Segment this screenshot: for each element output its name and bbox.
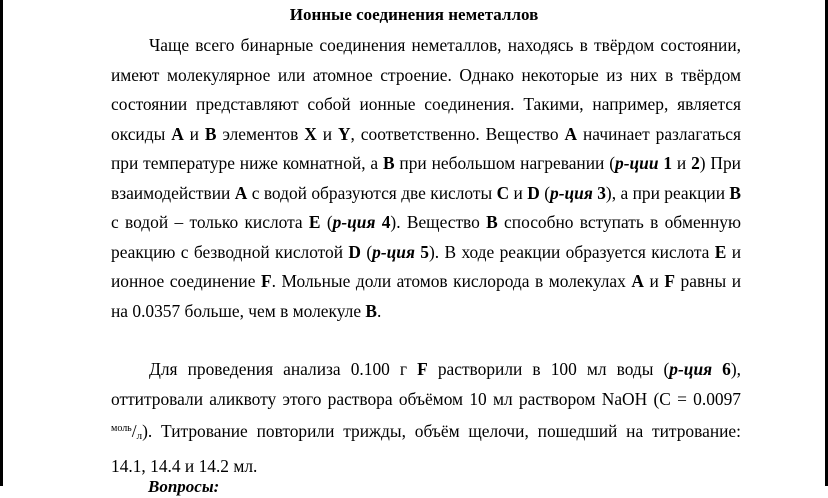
left-edge-border [0, 0, 3, 486]
concentration-unit: $^{моль}$/л [111, 421, 143, 442]
document-title: Ионные соединения неметаллов [289, 5, 539, 24]
questions-heading: Вопросы: [148, 477, 220, 496]
paragraph-problem-statement: Чаще всего бинарные соединения неметаллов, находясь в твёрдом состоянии, имеют молекулярное или атомное строение. Однако некоторые из них в твёрдом состоянии представляют собой ионные соединения. Такими, например, является оксиды A и B элементов X и Y, соответственно. Вещество A начинает разлагаться при температуре ниже комнатной, а B при небольшом нагревании (р-ции 1 и 2) При взаимодействии A с водой образуются две кислоты C и D (р-ция 3), а при реакции B с водой – только кислота E (р-ция 4). Вещество B способно вступать в обменную реакцию с безводной кислотой D (р-ция 5). В ходе реакции образуется кислота E и ионное соединение F. Мольные доли атомов кислорода в молекулах A и F равны и на 0.0357 больше, чем в молекуле B. [111, 35, 742, 321]
paragraph-analysis: Для проведения анализа 0.100 г F растворили в 100 мл воды (р-ция 6), оттитровали аликвоту этого раствора объёмом 10 мл раствором NaOH (C = 0.0097 $^{моль}$/л). Титрование повторили трижды, объём щелочи, пошедший на титрование: 14.1, 14.4 и 14.2 мл. [111, 359, 742, 476]
